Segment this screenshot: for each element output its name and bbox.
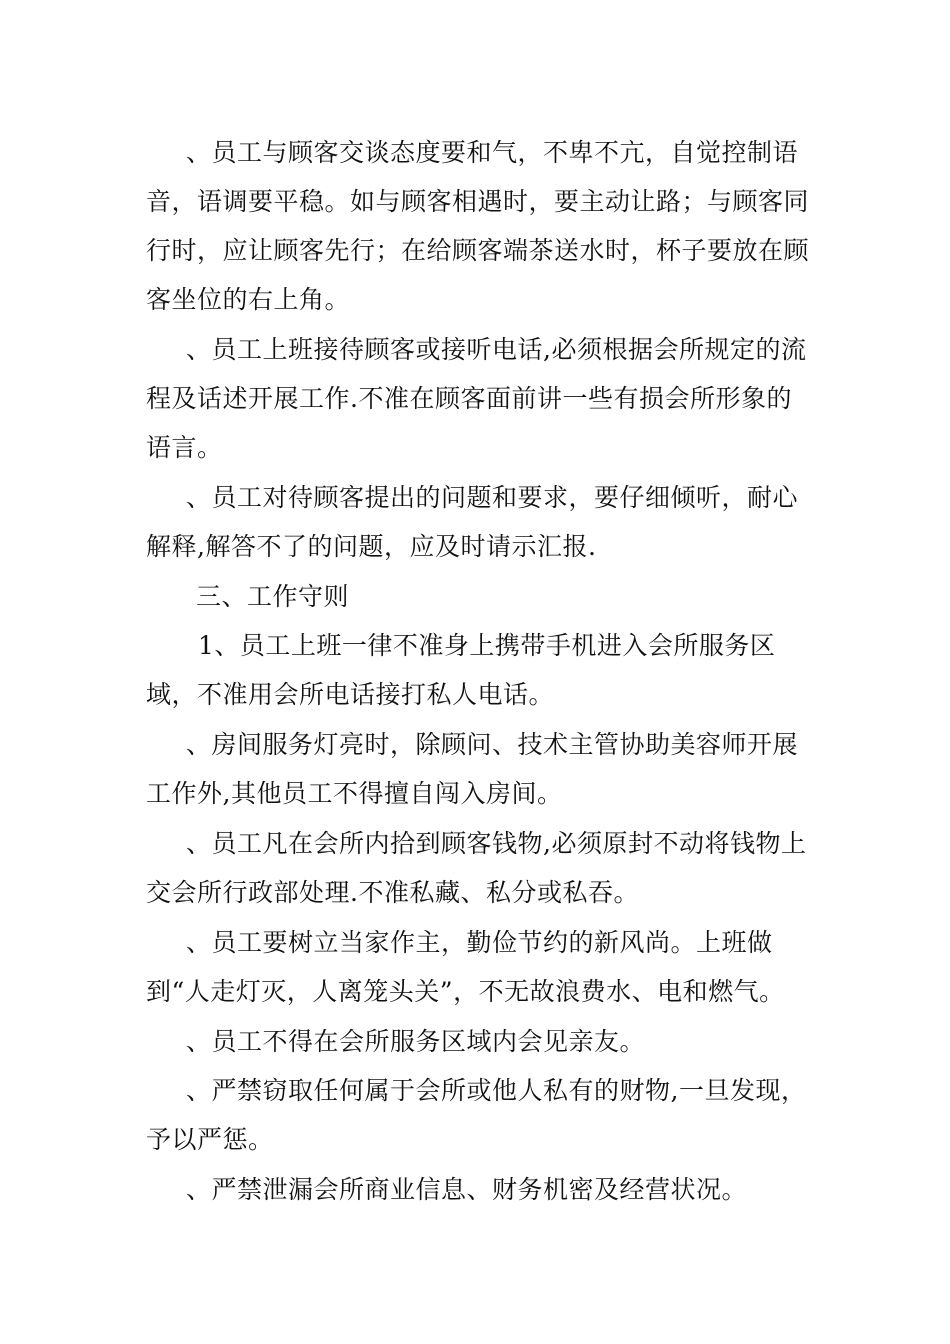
- paragraph-rule-visitors: 、员工不得在会所服务区域内会见亲友。: [186, 1027, 646, 1056]
- paragraph-rule-room-light: 、房间服务灯亮时，除顾问、技术主管协助美容师开展工作外,其他员工不得擅自闯入房间。: [146, 730, 799, 808]
- paragraph-reception-phone: 、员工上班接待顾客或接听电话,必须根据会所规定的流程及话述开展工作.不准在顾客面前讲一些有损会所形象的语言。: [146, 335, 807, 462]
- paragraph-rule-theft: 、严禁窃取任何属于会所或他人私有的财物,一旦发现，予以严惩。: [146, 1076, 807, 1154]
- section-heading-work-rules: 三、工作守则: [196, 582, 350, 611]
- paragraph-customer-communication: 、员工与顾客交谈态度要和气，不卑不亢，自觉控制语音，语调要平稳。如与顾客相遇时，要主动让路；与顾客同行时，应让顾客先行；在给顾客端茶送水时，杯子要放在顾客坐位的右上角。: [146, 138, 810, 314]
- paragraph-rule-saving: 、员工要树立当家作主，勤俭节约的新风尚。上班做到“人走灯灭，人离笼头关”，不无故浪费水、电和燃气。: [146, 928, 785, 1006]
- paragraph-rule-confidentiality: 、严禁泄漏会所商业信息、财务机密及经营状况。: [186, 1175, 748, 1204]
- paragraph-rule-mobile-phone: 1、员工上班一律不准身上携带手机进入会所服务区域，不准用会所电话接打私人电话。: [146, 631, 776, 709]
- paragraph-rule-lost-property: 、员工凡在会所内拾到顾客钱物,必须原封不动将钱物上交会所行政部处理.不准私藏、私分或私吞。: [146, 829, 807, 907]
- paragraph-customer-questions: 、员工对待顾客提出的问题和要求，要仔细倾听，耐心解释,解答不了的问题，应及时请示汇报.: [146, 483, 799, 561]
